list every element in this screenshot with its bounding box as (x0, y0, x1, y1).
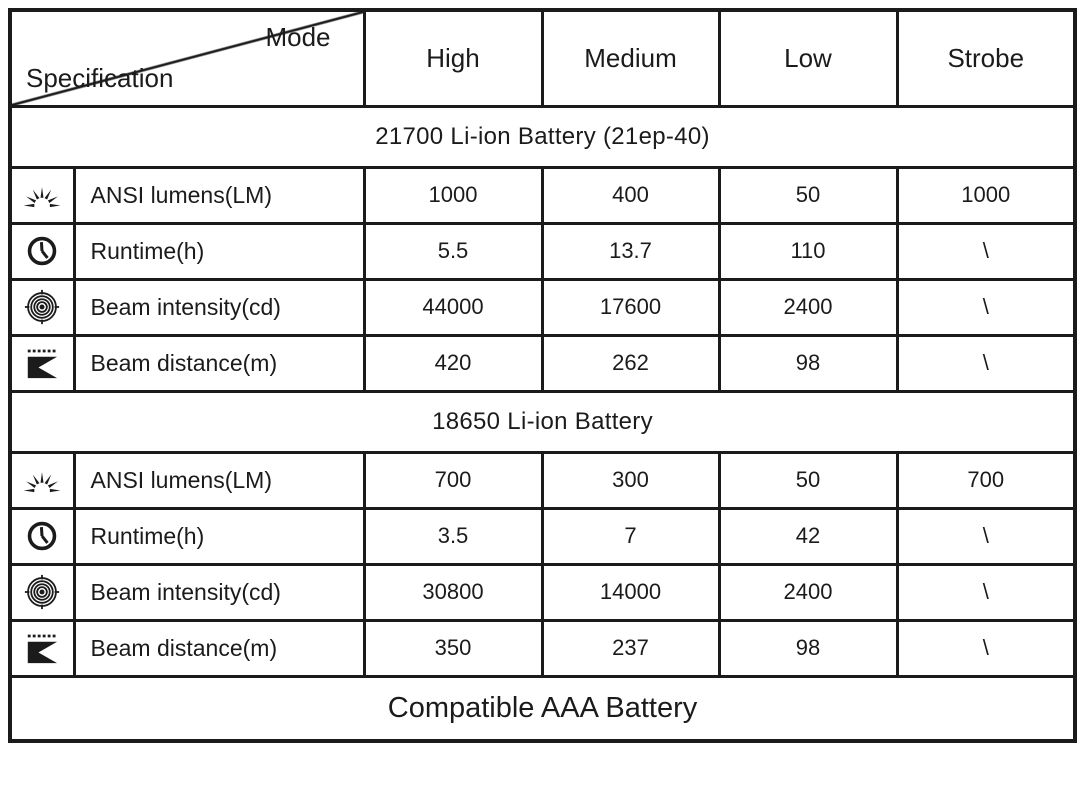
spec-label: Beam distance(m) (74, 335, 364, 391)
icon-cell (10, 335, 74, 391)
spec-table (8, 8, 1077, 743)
table-row (10, 620, 1075, 676)
value-cell: 2400 (719, 564, 897, 620)
value-cell: 700 (897, 452, 1075, 508)
spec-label: Beam distance(m) (74, 620, 364, 676)
spec-label: ANSI lumens(LM) (74, 452, 364, 508)
value-cell: \ (897, 508, 1075, 564)
icon-cell (10, 564, 74, 620)
value-cell: 17600 (542, 279, 719, 335)
section-header-row (10, 391, 1075, 452)
value-cell: \ (897, 620, 1075, 676)
spec-label: Runtime(h) (74, 223, 364, 279)
corner-specification-label: Specification (26, 62, 174, 93)
icon-cell (10, 279, 74, 335)
clock-icon (25, 519, 59, 553)
icon-cell (10, 223, 74, 279)
value-cell: 7 (542, 508, 719, 564)
corner-cell (10, 10, 364, 106)
spec-label: Runtime(h) (74, 508, 364, 564)
spec-label: Beam intensity(cd) (74, 564, 364, 620)
value-cell: 420 (364, 335, 542, 391)
value-cell: 50 (719, 167, 897, 223)
section-title-21700: 21700 Li-ion Battery (21ep-40) (10, 106, 1075, 167)
value-cell: \ (897, 564, 1075, 620)
value-cell: 3.5 (364, 508, 542, 564)
table-row (10, 564, 1075, 620)
value-cell: 13.7 (542, 223, 719, 279)
value-cell: 262 (542, 335, 719, 391)
value-cell: 42 (719, 508, 897, 564)
icon-cell (10, 167, 74, 223)
clock-icon (25, 234, 59, 268)
value-cell: 110 (719, 223, 897, 279)
table-row (10, 508, 1075, 564)
value-cell: 700 (364, 452, 542, 508)
icon-cell (10, 620, 74, 676)
value-cell: 5.5 (364, 223, 542, 279)
section-title-18650: 18650 Li-ion Battery (10, 391, 1075, 452)
value-cell: 98 (719, 335, 897, 391)
column-header-high: High (364, 10, 542, 106)
value-cell: 300 (542, 452, 719, 508)
header-row (10, 10, 1075, 106)
corner-mode-label: Mode (265, 22, 331, 52)
value-cell: \ (897, 279, 1075, 335)
brightness-icon (21, 181, 63, 209)
beam-distance-icon (24, 632, 60, 664)
value-cell: 14000 (542, 564, 719, 620)
table-row (10, 279, 1075, 335)
spec-label: Beam intensity(cd) (74, 279, 364, 335)
value-cell: 50 (719, 452, 897, 508)
icon-cell (10, 452, 74, 508)
icon-cell (10, 508, 74, 564)
brightness-icon (21, 466, 63, 494)
column-header-strobe: Strobe (897, 10, 1075, 106)
value-cell: 30800 (364, 564, 542, 620)
value-cell: 1000 (364, 167, 542, 223)
table-row (10, 167, 1075, 223)
value-cell: \ (897, 335, 1075, 391)
value-cell: 2400 (719, 279, 897, 335)
value-cell: 350 (364, 620, 542, 676)
footer-row (10, 676, 1075, 741)
spec-label: ANSI lumens(LM) (74, 167, 364, 223)
value-cell: 237 (542, 620, 719, 676)
beam-distance-icon (24, 347, 60, 379)
beam-intensity-icon (24, 574, 60, 610)
value-cell: \ (897, 223, 1075, 279)
column-header-medium: Medium (542, 10, 719, 106)
footer-note: Compatible AAA Battery (10, 676, 1075, 741)
table-row (10, 335, 1075, 391)
column-header-low: Low (719, 10, 897, 106)
table-row (10, 223, 1075, 279)
value-cell: 1000 (897, 167, 1075, 223)
table-row (10, 452, 1075, 508)
value-cell: 98 (719, 620, 897, 676)
section-header-row (10, 106, 1075, 167)
value-cell: 400 (542, 167, 719, 223)
value-cell: 44000 (364, 279, 542, 335)
beam-intensity-icon (24, 289, 60, 325)
